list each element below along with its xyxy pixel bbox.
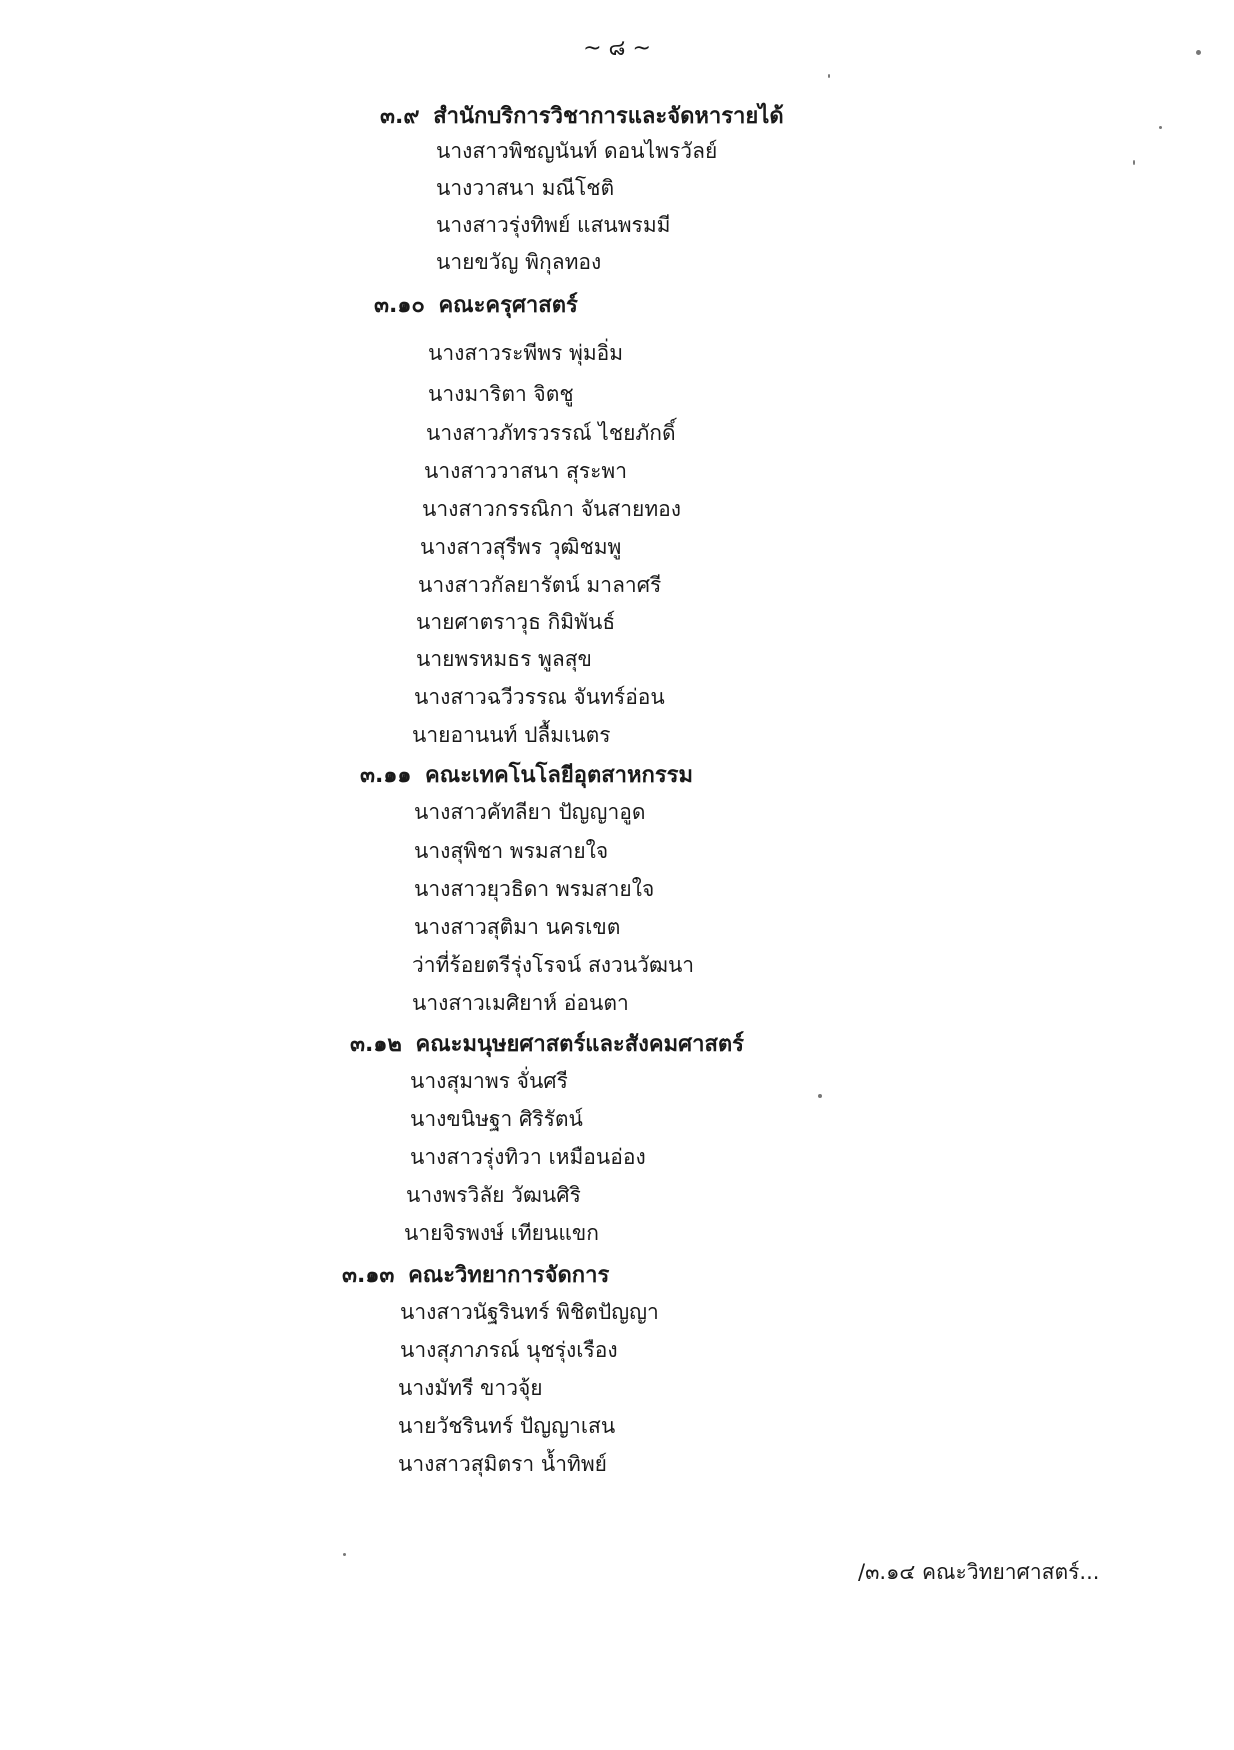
section-number: ๓.๑๒ — [350, 1032, 402, 1057]
list-item: นางสาวนัฐรินทร์ พิชิตปัญญา — [400, 1300, 659, 1324]
list-item: นางสาวยุวธิดา พรมสายใจ — [414, 877, 655, 901]
list-item: นางสาวกัลยารัตน์ มาลาศรี — [418, 573, 662, 597]
section-heading — [374, 287, 578, 322]
list-item: ว่าที่ร้อยตรีรุ่งโรจน์ สงวนวัฒนา — [412, 953, 695, 977]
list-item: นางสาวพิชญนันท์ ดอนไพรวัลย์ — [436, 139, 718, 163]
section-number: ๓.๑๑ — [360, 763, 412, 788]
list-item: นางสาวสุมิตรา น้ำทิพย์ — [398, 1452, 607, 1476]
section-number: ๓.๙ — [380, 104, 420, 129]
continuation-note: /๓.๑๔ คณะวิทยาศาสตร์... — [858, 1560, 1100, 1584]
list-item: นางพรวิลัย วัฒนศิริ — [406, 1183, 581, 1207]
list-item: นางวาสนา มณีโชติ — [436, 176, 615, 200]
list-item: นางสาวสุรีพร วุฒิชมพู — [420, 535, 622, 559]
list-item: นางสาวฉวีวรรณ จันทร์อ่อน — [414, 685, 665, 709]
list-item: นางสาวรุ่งทิพย์ แสนพรมมี — [436, 213, 671, 237]
list-item: นายศาตราวุธ กิมิพันธ์ — [416, 610, 616, 634]
list-item: นางมาริตา จิตชู — [428, 382, 574, 406]
section-heading — [342, 1257, 609, 1292]
list-item: นางสาวคัทลียา ปัญญาอูด — [414, 800, 646, 824]
section-title: คณะมนุษยศาสตร์และสังคมศาสตร์ — [415, 1032, 744, 1057]
section-heading — [380, 98, 784, 133]
list-item: นางสาวกรรณิกา จันสายทอง — [422, 497, 682, 521]
section-heading — [350, 1026, 744, 1061]
section-title: คณะวิทยาการจัดการ — [408, 1263, 610, 1288]
section-number: ๓.๑๓ — [342, 1263, 395, 1288]
section-number: ๓.๑๐ — [374, 293, 425, 318]
list-item: นายพรหมธร พูลสุข — [416, 647, 592, 671]
list-item: นางสาววาสนา สุระพา — [424, 459, 628, 483]
section-title: คณะครุศาสตร์ — [438, 293, 578, 318]
scan-speck — [1159, 126, 1162, 129]
scan-speck — [343, 1553, 346, 1556]
list-item: นางสาวรุ่งทิวา เหมือนอ่อง — [410, 1145, 646, 1169]
scan-speck — [818, 1094, 822, 1098]
list-item: นางสาวระพีพร พุ่มอิ่ม — [428, 341, 624, 365]
list-item: นางสาวเมศิยาห์ อ่อนตา — [412, 991, 629, 1015]
list-item: นางมัทรี ขาวจุ้ย — [398, 1376, 543, 1400]
list-item: นางสุพิชา พรมสายใจ — [414, 839, 609, 863]
section-heading — [360, 757, 693, 792]
list-item: นางสาวสุติมา นครเขต — [414, 915, 621, 939]
list-item: นายขวัญ พิกุลทอง — [436, 250, 602, 274]
list-item: นายจิรพงษ์ เทียนแขก — [404, 1221, 599, 1245]
section-title: คณะเทคโนโลยีอุตสาหกรรม — [425, 763, 693, 788]
list-item: นายอานนท์ ปลื้มเนตร — [412, 723, 611, 747]
scan-speck — [828, 74, 830, 78]
list-item: นางขนิษฐา ศิริรัตน์ — [410, 1107, 583, 1131]
list-item: นางสาวภัทรวรรณ์ ไชยภักดิ์ — [426, 421, 676, 445]
list-item: นางสุภาภรณ์ นุชรุ่งเรือง — [400, 1338, 618, 1362]
page-number: ~ ๘ ~ — [583, 36, 651, 61]
list-item: นายวัชรินทร์ ปัญญาเสน — [398, 1414, 616, 1438]
scan-speck — [1196, 50, 1201, 55]
list-item: นางสุมาพร จั่นศรี — [410, 1069, 568, 1093]
scan-speck — [1133, 160, 1135, 165]
section-title: สำนักบริการวิชาการและจัดหารายได้ — [433, 104, 784, 129]
